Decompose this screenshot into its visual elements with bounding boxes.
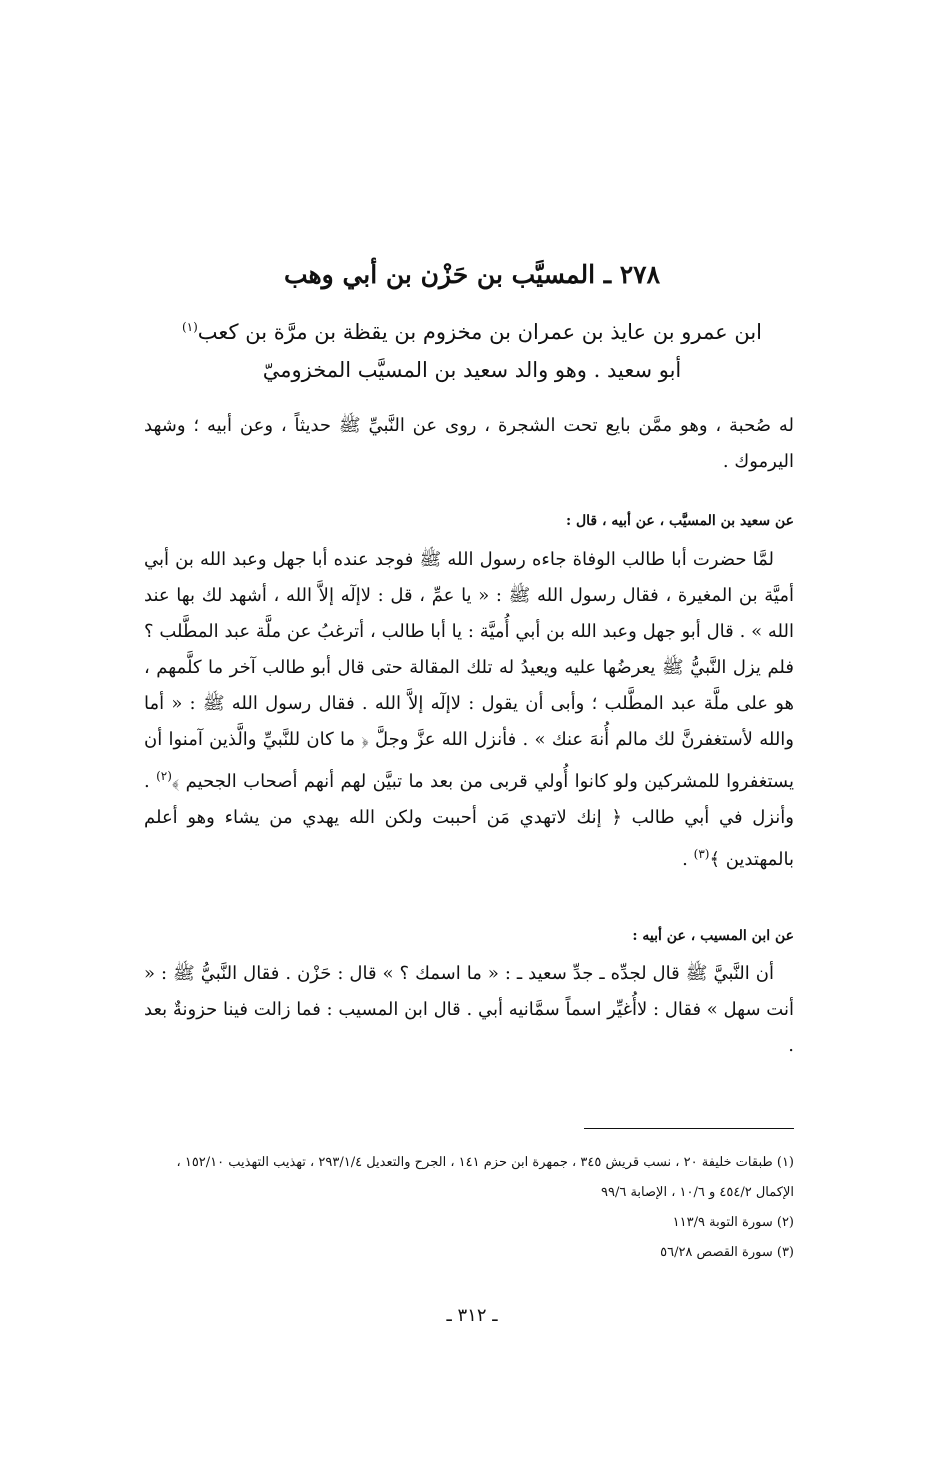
footnote-ref-3: (٣)	[693, 847, 710, 861]
footnote-divider	[584, 1128, 794, 1129]
kunya-line: أبو سعيد . وهو والد سعيد بن المسيَّب المخزوميّ	[262, 358, 682, 382]
hadith-1-body-end: .	[682, 849, 694, 870]
lineage-line	[0, 308, 944, 351]
lineage-text: ابن عمرو بن عايذ بن عمران بن مخزوم بن يقظة بن مرَّة بن كعب	[197, 320, 763, 344]
lineage-block	[0, 308, 944, 389]
entry-title: ٢٧٨ ـ المسيَّب بن حَزْن بن أبي وهب	[283, 260, 661, 289]
hadith-1-isnad: عن سعيد بن المسيَّب ، عن أبيه ، قال :	[565, 513, 794, 529]
bio-paragraph: له صُحبة ، وهو ممَّن بايع تحت الشجرة ، روى عن النَّبيِّ ﷺ حديثاً ، وعن أبيه ؛ وشهد اليرموك .	[144, 415, 794, 472]
footnote-3: (٣) سورة القصص ٥٦/٢٨	[660, 1245, 794, 1260]
footnote-2: (٢) سورة التوبة ١١٣/٩	[672, 1215, 794, 1230]
hadith-2-isnad: عن ابن المسيب ، عن أبيه :	[632, 928, 794, 944]
footnote-1: (١) طبقات خليفة ٢٠ ، نسب قريش ٣٤٥ ، جمهرة ابن حزم ١٤١ ، الجرح والتعديل ٢٩٣/١/٤ ، تهذيب التهذيب ١٥٢/١٠ ، الإكمال ٤٥٤/٢ و ١٠/٦ ، الإصابة ٩٩/٦	[176, 1155, 794, 1200]
hadith-1-body: لمَّا حضرت أبا طالب الوفاة جاءه رسول الله ﷺ فوجد عنده أبا جهل وعبد الله بن أبي أميَّة بن المغيرة ، فقال رسول الله ﷺ : « يا عمِّ ، قل : لاإلٓه إلاَّ الله ، أشهد لك بها عند الله » . قال أبو جهل وعبد الله بن أبي أُميَّة : يا أبا طالب ، أترغبُ عن ملَّة عبد المطَّلب ؟ فلم يزل النَّبيُّ ﷺ يعرضُها عليه ويعيدُ له تلك المقالة حتى قال أبو طالب آخر ما كلَّمهم ، هو على ملَّة عبد المطَّلب ؛ وأبى أن يقول : لاإلٓه إلاَّ الله . فقال رسول الله ﷺ : « أما والله لأستغفرنَّ لك مالم أُنهَ عنك » . فأنزل الله عزَّ وجلَّ ﴿ ما كان للنَّبيِّ والَّذين آمنوا أن يستغفروا للمشركين ولو كانوا أُولي قربى من بعد ما تبيَّن لهم أنهم أصحاب الجحيم ﴾	[144, 549, 794, 792]
hadith-2-text: أن النَّبيَّ ﷺ قال لجدِّه ـ جدِّ سعيد ـ : « ما اسمك ؟ » قال : حَزْن . فقال النَّبيُّ ﷺ : « أنت سهل » فقال : لاأُغيِّر اسماً سمَّانيه أبي . قال ابن المسيب : فما زالت فينا حزونةٌ بعد .	[144, 963, 794, 1056]
footnotes	[144, 1148, 794, 1268]
hadith-1-body-cont: . وأنزل في أبي طالب ﴿ إنك لاتهدي مَن أحببت ولكن الله يهدي من يشاء وهو أعلم بالمهتدين ﴾	[144, 771, 794, 870]
footnote-ref-1: (١)	[181, 320, 198, 334]
footnote-ref-2: (٢)	[156, 769, 172, 783]
page-number: ـ ٣١٢ ـ	[446, 1305, 498, 1326]
hadith-1-text	[144, 542, 794, 878]
